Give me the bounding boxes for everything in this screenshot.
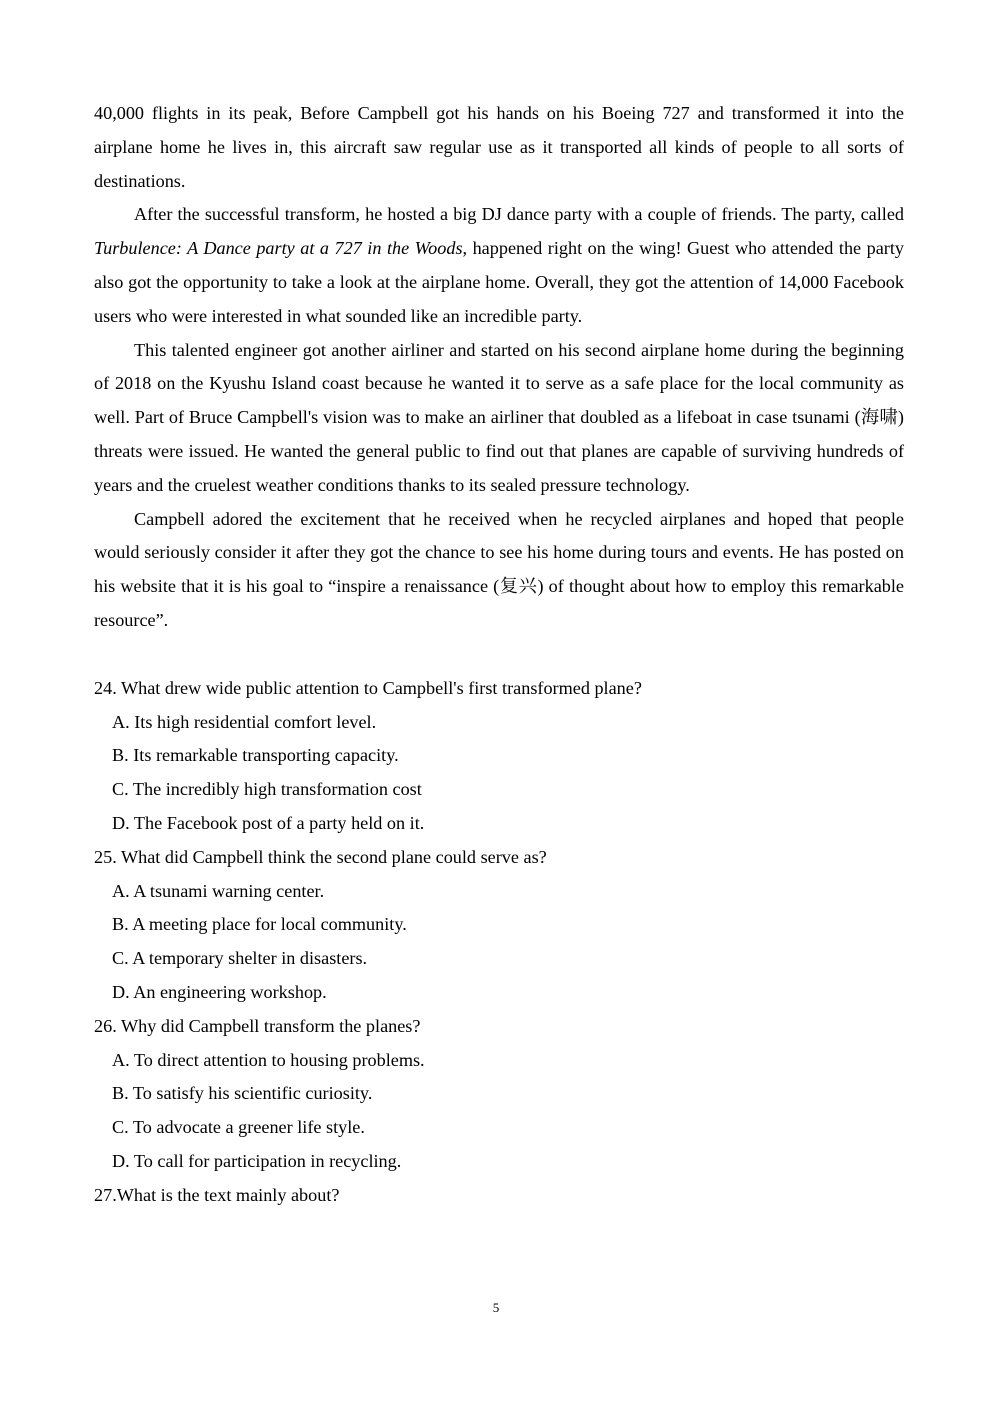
passage-paragraph-1: 40,000 flights in its peak, Before Campbell got his hands on his Boeing 727 and transformed it into the airplane home he lives in, this aircraft saw regular use as it transported all kinds of people to all sorts of destinations.: [94, 103, 904, 191]
question-26: [94, 1010, 904, 1179]
option-c: C. A temporary shelter in disasters.: [112, 948, 368, 969]
party-name: Turbulence: A Dance party at a 727 in the Woods: [94, 238, 463, 259]
question-24: [94, 672, 904, 841]
option-d: D. The Facebook post of a party held on it.: [112, 812, 425, 833]
passage-paragraph-3: This talented engineer got another airliner and started on his second airplane home during the beginning of 2018 on the Kyushu Island coast because he wanted it to serve as a safe place for the local community as well. Part of Bruce Campbell's vision was to make an airliner that doubled as a lifeboat in case tsunami (海啸) threats were issued. He wanted the general public to find out that planes are capable of surviving hundreds of years and the cruelest weather conditions thanks to its sealed pressure technology.: [94, 339, 904, 495]
option-a: A. To direct attention to housing problems.: [112, 1049, 425, 1070]
passage-paragraph-4: Campbell adored the excitement that he received when he recycled airplanes and hoped that people would seriously consider it after they got the chance to see his home during tours and events. He has posted on his website that it is his goal to “inspire a renaissance (复兴) of thought about how to employ this remarkable resource”.: [94, 508, 904, 630]
question-stem: 26. Why did Campbell transform the planes?: [94, 1015, 421, 1036]
option-c: C. The incredibly high transformation cost: [112, 779, 422, 800]
option-c: C. To advocate a greener life style.: [112, 1117, 365, 1138]
question-27: [94, 1179, 904, 1213]
option-a: A. Its high residential comfort level.: [112, 711, 377, 732]
page-number: 5: [492, 1300, 500, 1315]
paragraph-2-text-end: , happened right on the wing! Guest who attended the party also got the opportunity to take a look at the airplane home. Overall, they got the attention of 14,000 Facebook users who were interested in what sounded like an incredible party.: [94, 238, 904, 326]
question-stem: 25. What did Campbell think the second plane could serve as?: [94, 846, 547, 867]
option-b: B. To satisfy his scientific curiosity.: [112, 1083, 373, 1104]
option-a: A. A tsunami warning center.: [112, 880, 325, 901]
option-d: D. To call for participation in recycling.: [112, 1150, 402, 1171]
question-list: [94, 672, 904, 1213]
question-stem: 27.What is the text mainly about?: [94, 1184, 340, 1205]
paragraph-2-text-start: After the successful transform, he hosted a big DJ dance party with a couple of friends. The party, called: [134, 204, 904, 225]
question-25: [94, 841, 904, 1010]
document-page: [94, 97, 904, 1213]
question-stem: 24. What drew wide public attention to Campbell's first transformed plane?: [94, 677, 642, 698]
option-b: B. A meeting place for local community.: [112, 914, 407, 935]
option-b: B. Its remarkable transporting capacity.: [112, 745, 399, 766]
passage-paragraph-2: [94, 198, 904, 333]
option-d: D. An engineering workshop.: [112, 981, 327, 1002]
